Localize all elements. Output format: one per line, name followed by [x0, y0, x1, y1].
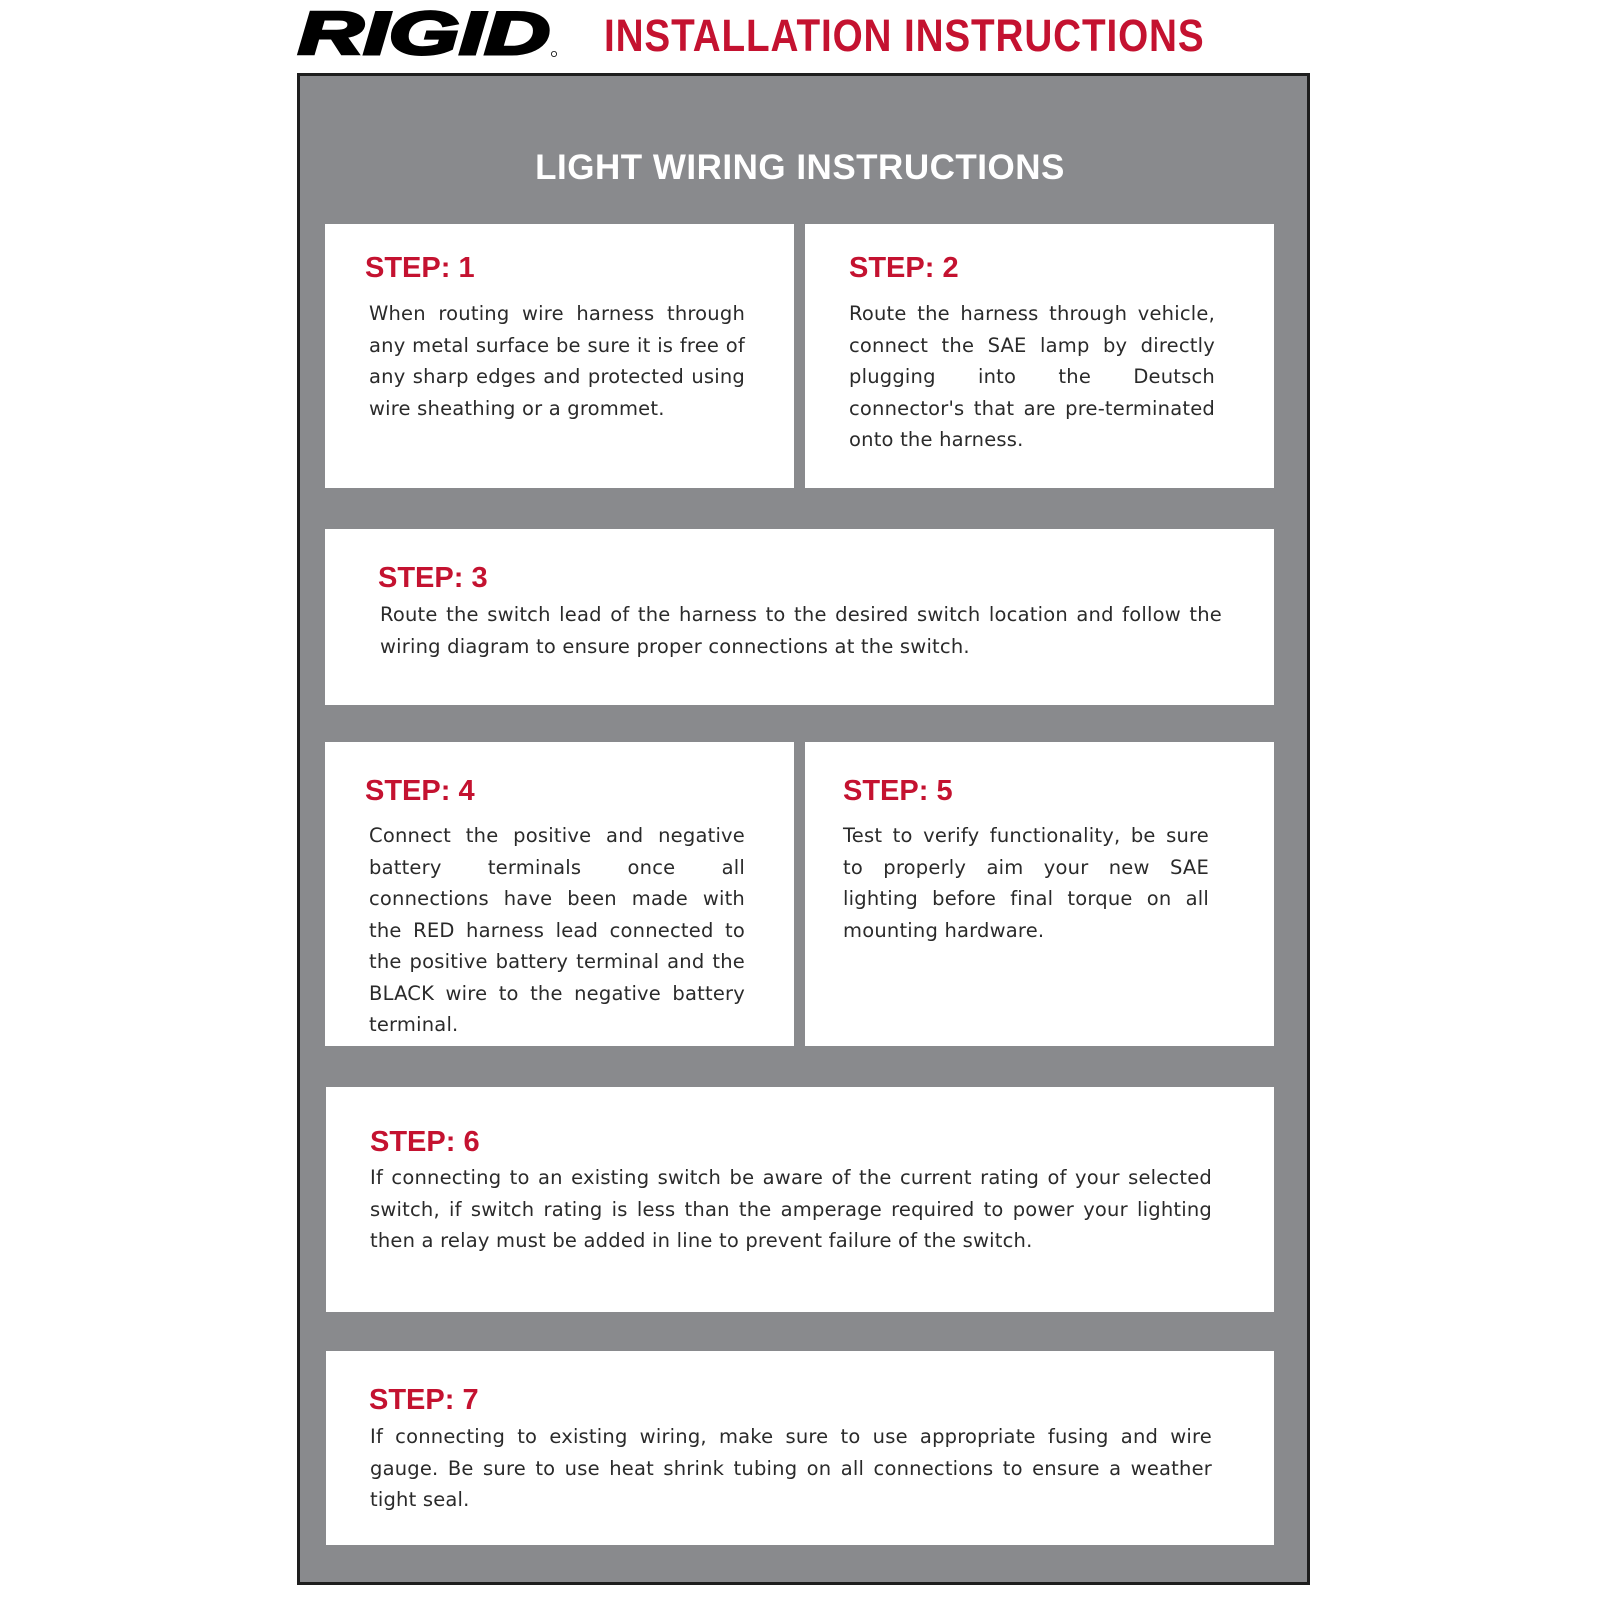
step-text: Connect the positive and negative battery terminals once all connections have been made with the RED harness lead connected to the positive battery terminal and the BLACK wire to the negative battery terminal.: [369, 824, 745, 1036]
step-card-4: [325, 742, 794, 1046]
step-text: If connecting to an existing switch be aware of the current rating of your selected switch, if switch rating is less than the amperage required to power your lighting then a relay must be added in line to prevent failure of the switch.: [370, 1166, 1212, 1252]
step-card-5: [805, 742, 1274, 1046]
step-label: STEP: 2: [849, 252, 959, 284]
section-title: LIGHT WIRING INSTRUCTIONS: [535, 148, 1065, 187]
step-text: Route the switch lead of the harness to the desired switch location and follow the wiring diagram to ensure proper connections at the switch.: [380, 603, 1222, 658]
step-label: STEP: 7: [369, 1384, 479, 1416]
step-text: When routing wire harness through any metal surface be sure it is free of any sharp edges and protected using wire sheathing or a grommet.: [369, 302, 745, 420]
rigid-logo: [296, 8, 558, 60]
step-card-1: [325, 224, 794, 488]
step-label: STEP: 6: [370, 1126, 480, 1158]
step-card-7: [326, 1351, 1274, 1545]
step-label: STEP: 5: [843, 775, 953, 807]
step-label: STEP: 3: [378, 562, 488, 594]
header: [296, 0, 1326, 72]
step-label: STEP: 1: [365, 252, 475, 284]
step-card-6: [326, 1087, 1274, 1312]
page-title: INSTALLATION INSTRUCTIONS: [604, 10, 1205, 61]
step-text: Route the harness through vehicle, connect the SAE lamp by directly plugging into the Deutsch connector's that are pre-terminated onto the harness.: [849, 302, 1215, 451]
step-label: STEP: 4: [365, 775, 475, 807]
step-card-2: [805, 224, 1274, 488]
step-text: Test to verify functionality, be sure to properly aim your new SAE lighting before final torque on all mounting hardware.: [843, 824, 1209, 942]
step-text: If connecting to existing wiring, make sure to use appropriate fusing and wire gauge. Be sure to use heat shrink tubing on all connections to ensure a weather tight seal.: [370, 1425, 1212, 1511]
step-card-3: [325, 529, 1274, 705]
svg-text:RIGID: RIGID: [298, 8, 550, 60]
